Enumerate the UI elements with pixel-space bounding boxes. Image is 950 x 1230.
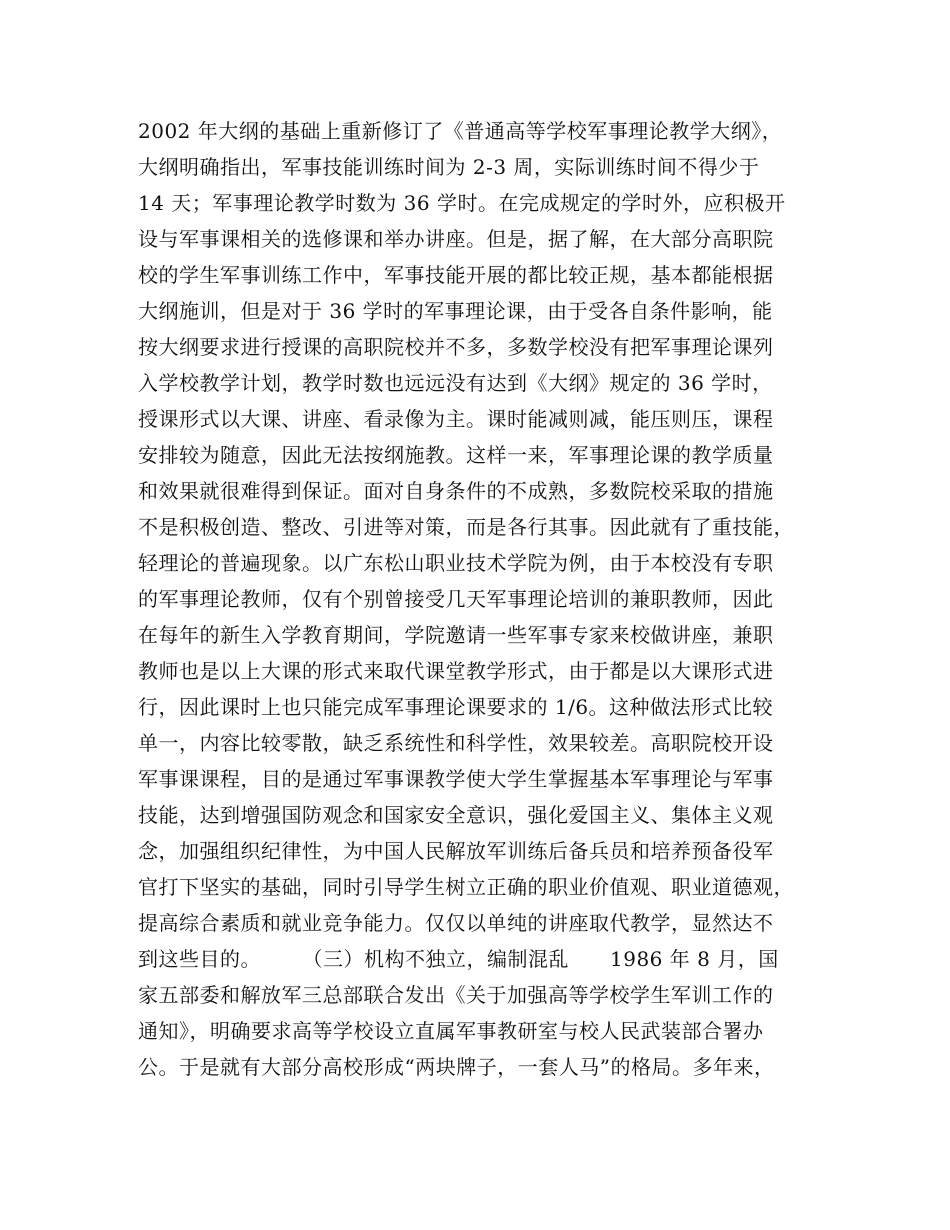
- body-text: [138, 113, 838, 1085]
- text-line: 官打下坚实的基础，同时引导学生树立正确的职业价值观、职业道德观，: [138, 875, 794, 899]
- text-line: 14 天；军事理论教学时数为 36 学时。在完成规定的学时外，应积极开: [138, 191, 786, 215]
- text-line: 军事课课程，目的是通过军事课教学使大学生掌握基本军事理论与军事: [138, 767, 774, 791]
- text-line: 和效果就很难得到保证。面对自身条件的不成熟，多数院校采取的措施: [138, 479, 774, 503]
- text-line: 大纲明确指出，军事技能训练时间为 2-3 周，实际训练时间不得少于: [138, 155, 760, 179]
- text-line: 2002 年大纲的基础上重新修订了《普通高等学校军事理论教学大纲》，: [138, 119, 783, 143]
- text-line: 教师也是以上大课的形式来取代课堂教学形式，由于都是以大课形式进: [138, 659, 774, 683]
- text-line: 轻理论的普遍现象。以广东松山职业技术学院为例，由于本校没有专职: [138, 551, 774, 575]
- text-line: 入学校教学计划，教学时数也远远没有达到《大纲》规定的 36 学时，: [138, 371, 773, 395]
- text-line: 技能，达到增强国防观念和国家安全意识，强化爱国主义、集体主义观: [138, 803, 774, 827]
- text-line: 单一，内容比较零散，缺乏系统性和科学性，效果较差。高职院校开设: [138, 731, 774, 755]
- text-line: 念，加强组织纪律性，为中国人民解放军训练后备兵员和培养预备役军: [138, 839, 774, 863]
- text-line: 在每年的新生入学教育期间，学院邀请一些军事专家来校做讲座，兼职: [138, 623, 774, 647]
- text-line: 设与军事课相关的选修课和举办讲座。但是，据了解，在大部分高职院: [138, 227, 774, 251]
- text-line: 校的学生军事训练工作中，军事技能开展的都比较正规，基本都能根据: [138, 263, 774, 287]
- text-line: 到这些目的。 （三）机构不独立，编制混乱 1986 年 8 月，国: [138, 947, 779, 971]
- text-line: 家五部委和解放军三总部联合发出《关于加强高等学校学生军训工作的: [138, 983, 774, 1007]
- text-line: 提高综合素质和就业竞争能力。仅仅以单纯的讲座取代教学，显然达不: [138, 911, 774, 935]
- text-line: 通知》，明确要求高等学校设立直属军事教研室与校人民武装部合署办: [138, 1019, 764, 1043]
- text-line: 公。于是就有大部分高校形成“两块牌子，一套人马”的格局。多年来，: [138, 1055, 775, 1079]
- text-line: 行，因此课时上也只能完成军事理论课要求的 1/6。这种做法形式比较: [138, 695, 774, 719]
- text-line: 安排较为随意，因此无法按纲施教。这样一来，军事理论课的教学质量: [138, 443, 774, 467]
- text-line: 授课形式以大课、讲座、看录像为主。课时能减则减，能压则压，课程: [138, 407, 774, 431]
- text-line: 不是积极创造、整改、引进等对策，而是各行其事。因此就有了重技能，: [138, 515, 794, 539]
- text-line: 的军事理论教师，仅有个别曾接受几天军事理论培训的兼职教师，因此: [138, 587, 774, 611]
- text-line: 大纲施训，但是对于 36 学时的军事理论课，由于受各自条件影响，能: [138, 299, 773, 323]
- text-line: 按大纲要求进行授课的高职院校并不多，多数学校没有把军事理论课列: [138, 335, 774, 359]
